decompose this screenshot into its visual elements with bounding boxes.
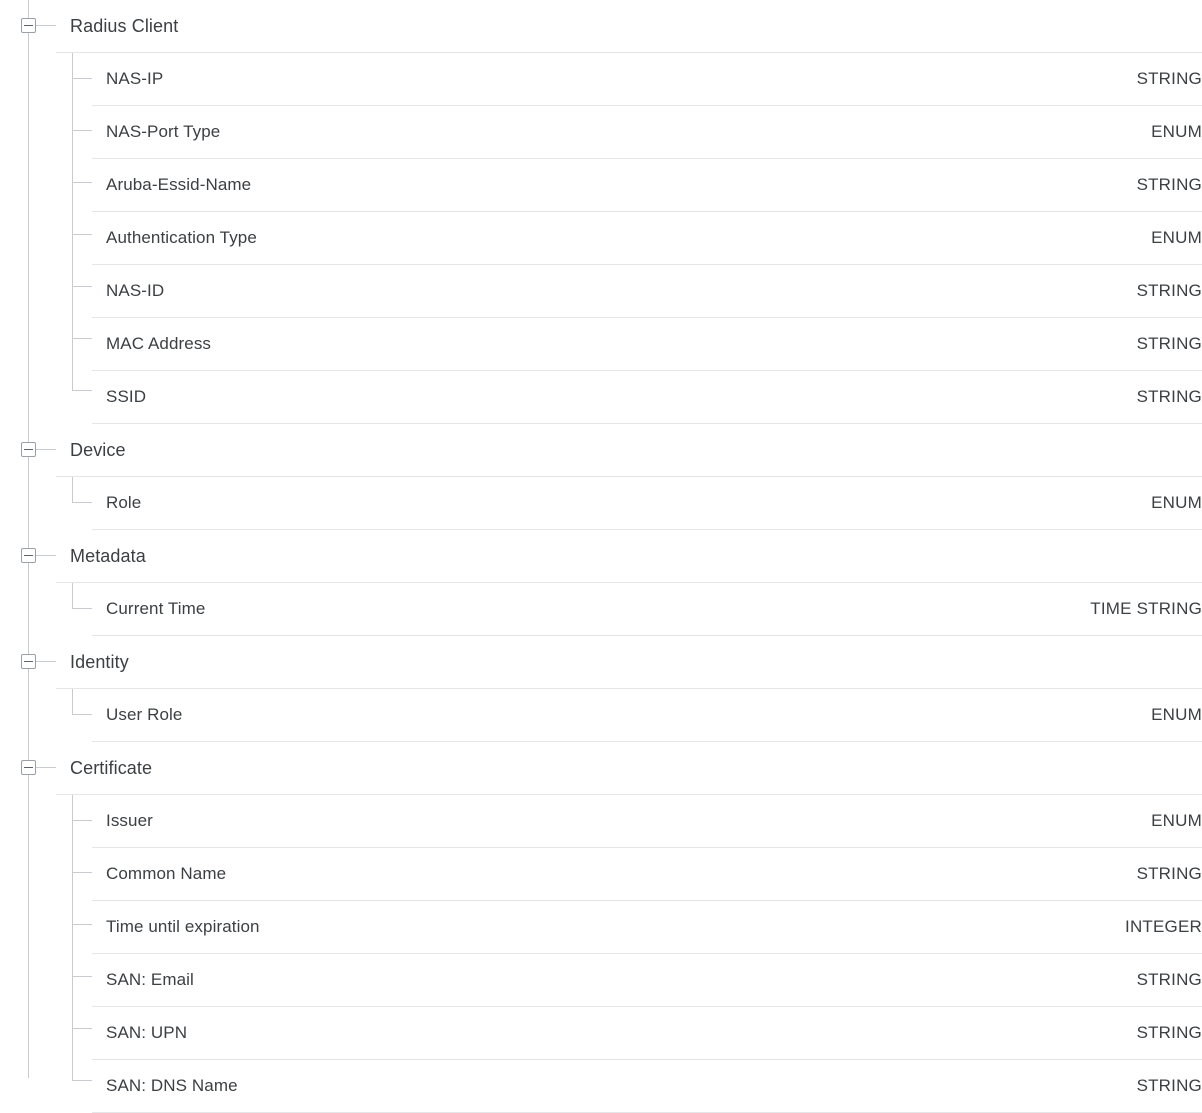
tree-attribute-row[interactable] [92, 901, 1202, 954]
tree-children [0, 583, 1202, 636]
tree-connector-line [72, 365, 92, 391]
attribute-name: MAC Address [106, 334, 212, 353]
tree-attribute-row[interactable] [92, 212, 1202, 265]
tree-connector-line [72, 583, 92, 609]
tree-attribute-row[interactable] [92, 265, 1202, 318]
tree-attribute-row[interactable] [92, 53, 1202, 106]
tree-group [0, 742, 1202, 1113]
tree-attribute-row[interactable] [92, 477, 1202, 530]
attribute-type: STRING [1136, 970, 1202, 989]
tree-group [0, 424, 1202, 530]
attribute-type: INTEGER [1125, 917, 1202, 936]
attribute-name: NAS-IP [106, 69, 164, 88]
attribute-type: STRING [1136, 387, 1202, 406]
tree-children [0, 53, 1202, 424]
tree-connector-line [72, 105, 92, 131]
collapse-toggle-icon[interactable] [21, 18, 36, 33]
tree-group-label: Identity [70, 651, 129, 672]
collapse-toggle-icon[interactable] [21, 548, 36, 563]
attribute-name: NAS-ID [106, 281, 165, 300]
attribute-type: ENUM [1151, 705, 1202, 724]
tree-connector-line [72, 1055, 92, 1081]
tree-attribute-row[interactable] [92, 318, 1202, 371]
collapse-toggle-icon[interactable] [21, 654, 36, 669]
attribute-name: NAS-Port Type [106, 122, 221, 141]
tree-connector-line [72, 1003, 92, 1029]
tree-attribute-row[interactable] [92, 583, 1202, 636]
attribute-type: STRING [1136, 334, 1202, 353]
attribute-name: SAN: UPN [106, 1023, 188, 1042]
attribute-name: SSID [106, 387, 147, 406]
tree-children [0, 689, 1202, 742]
tree-group-row[interactable] [56, 742, 1202, 795]
tree-connector-line [72, 951, 92, 977]
attribute-name: Authentication Type [106, 228, 257, 247]
tree-connector-line [72, 899, 92, 925]
tree-connector-line [72, 53, 92, 79]
tree-connector-line [72, 689, 92, 715]
attribute-type: STRING [1136, 175, 1202, 194]
tree-children [0, 795, 1202, 1113]
tree-connector-line [72, 157, 92, 183]
attribute-name: Role [106, 493, 142, 512]
tree-connector-line [36, 661, 56, 662]
tree-group-row[interactable] [56, 0, 1202, 53]
tree-group-label: Radius Client [70, 15, 179, 36]
tree-group [0, 0, 1202, 424]
attribute-type: ENUM [1151, 228, 1202, 247]
tree-attribute-row[interactable] [92, 795, 1202, 848]
tree-connector-line [72, 313, 92, 339]
tree-attribute-row[interactable] [92, 689, 1202, 742]
attribute-type: STRING [1136, 1023, 1202, 1042]
tree-connector-line [72, 261, 92, 287]
tree-attribute-row[interactable] [92, 848, 1202, 901]
attribute-type: STRING [1136, 1076, 1202, 1095]
tree-connector-line [36, 449, 56, 450]
tree-group [0, 636, 1202, 742]
attribute-type: ENUM [1151, 493, 1202, 512]
tree-group [0, 530, 1202, 636]
attribute-name: SAN: DNS Name [106, 1076, 238, 1095]
attribute-name: User Role [106, 705, 183, 724]
attribute-name: Issuer [106, 811, 153, 830]
tree-group-row[interactable] [56, 530, 1202, 583]
attribute-name: Current Time [106, 599, 206, 618]
tree-group-label: Metadata [70, 545, 146, 566]
tree-connector-line [72, 477, 92, 503]
collapse-toggle-icon[interactable] [21, 442, 36, 457]
attribute-type: STRING [1136, 281, 1202, 300]
tree-connector-line [36, 25, 56, 26]
tree-attribute-row[interactable] [92, 371, 1202, 424]
attribute-type: STRING [1136, 864, 1202, 883]
attribute-name: SAN: Email [106, 970, 194, 989]
tree-connector-line [36, 767, 56, 768]
tree-connector-line [36, 555, 56, 556]
attribute-type: ENUM [1151, 811, 1202, 830]
tree-group-label: Certificate [70, 757, 153, 778]
attribute-name: Aruba-Essid-Name [106, 175, 252, 194]
attribute-name: Time until expiration [106, 917, 260, 936]
tree-group-label: Device [70, 439, 126, 460]
tree-child-trunk-line [72, 795, 73, 1081]
tree-connector-line [72, 847, 92, 873]
attribute-name: Common Name [106, 864, 227, 883]
tree-group-row[interactable] [56, 636, 1202, 689]
tree-children [0, 477, 1202, 530]
tree-attribute-row[interactable] [92, 954, 1202, 1007]
collapse-toggle-icon[interactable] [21, 760, 36, 775]
tree-group-row[interactable] [56, 424, 1202, 477]
tree-connector-line [72, 795, 92, 821]
tree-attribute-row[interactable] [92, 1060, 1202, 1113]
tree-attribute-row[interactable] [92, 159, 1202, 212]
attribute-type: ENUM [1151, 122, 1202, 141]
attribute-type: STRING [1136, 69, 1202, 88]
tree-attribute-row[interactable] [92, 106, 1202, 159]
attribute-type: TIME STRING [1090, 599, 1202, 618]
tree-connector-line [72, 209, 92, 235]
tree-attribute-row[interactable] [92, 1007, 1202, 1060]
